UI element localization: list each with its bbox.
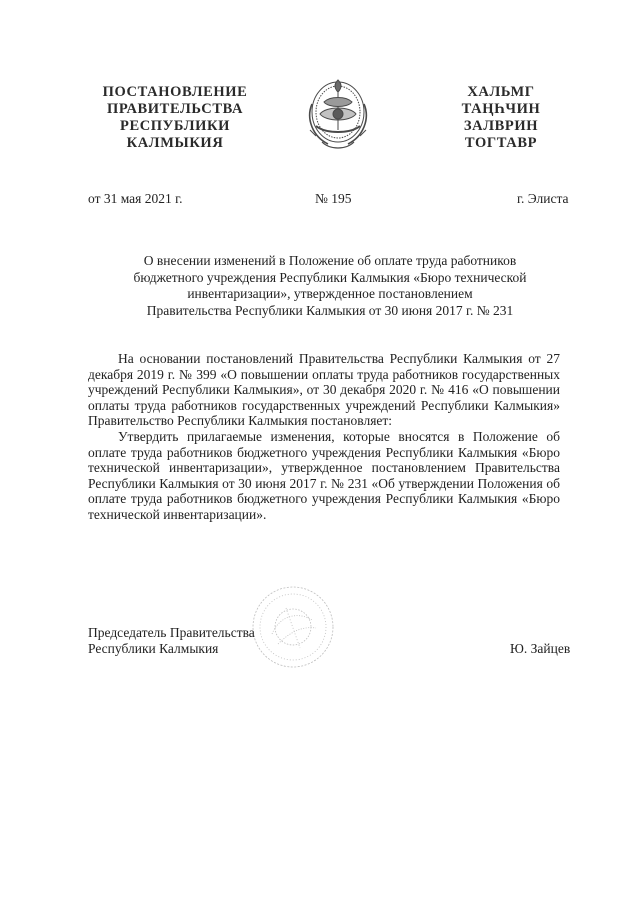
header-left-line: ПОСТАНОВЛЕНИЕ bbox=[102, 84, 248, 100]
document-title bbox=[100, 253, 560, 319]
signatory-name: Ю. Зайцев bbox=[510, 641, 571, 656]
signatory-position-line: Республики Калмыкия bbox=[88, 641, 219, 656]
header-right bbox=[446, 84, 556, 152]
signatory-position-line: Председатель Правительства bbox=[88, 625, 255, 640]
document-date: от 31 мая 2021 г. bbox=[88, 191, 183, 206]
document-number: № 195 bbox=[315, 191, 352, 206]
coat-of-arms-icon bbox=[302, 74, 374, 156]
title-line: О внесении изменений в Положение об оплате труда работников bbox=[143, 253, 517, 268]
title-line: Правительства Республики Калмыкия от 30 июня 2017 г. № 231 bbox=[146, 302, 514, 318]
seal-stamp-icon bbox=[250, 584, 336, 670]
title-line: инвентаризации», утвержденное постановлением bbox=[187, 286, 473, 301]
title-line: бюджетного учреждения Республики Калмыкия «Бюро технической bbox=[133, 269, 527, 285]
header-left bbox=[86, 84, 264, 152]
header-right-line: ЗАЛВРИН bbox=[463, 118, 539, 134]
header-left-line: ПРАВИТЕЛЬСТВА bbox=[106, 101, 244, 117]
body-paragraph: На основании постановлений Правительства Республики Калмыкия от 27 декабря 2019 г. № 399 «О повышении оплаты труда работников государственных учреждений Республики Калмыкия», от 30 декабря 2020 г. № 416 «О повышении оплаты труда работников государственных учреждений Республики Калмыкия» Правительство Республики Калмыкия постановляет: bbox=[88, 351, 560, 429]
signatory-position bbox=[88, 625, 255, 657]
header-right-line: ТАҢҺЧИН bbox=[461, 101, 541, 117]
header-left-line: КАЛМЫКИЯ bbox=[126, 135, 224, 151]
body-paragraph: Утвердить прилагаемые изменения, которые вносятся в Положение об оплате труда работников бюджетного учреждения Республики Калмыкия «Бюро технической инвентаризации», утвержденное постановлением Правительства Республики Калмыкия от 30 июня 2017 г. № 231 «Об утверждении Положения об оплате труда работников бюджетного учреждения Республики Калмыкия «Бюро технической инвентаризации». bbox=[88, 428, 560, 522]
header-left-line: РЕСПУБЛИКИ bbox=[119, 118, 231, 134]
document-city: г. Элиста bbox=[517, 191, 569, 206]
header-right-line: ТОГТАВР bbox=[464, 135, 538, 151]
document-body bbox=[88, 351, 560, 523]
header-right-line: ХАЛЬМГ bbox=[467, 84, 535, 100]
